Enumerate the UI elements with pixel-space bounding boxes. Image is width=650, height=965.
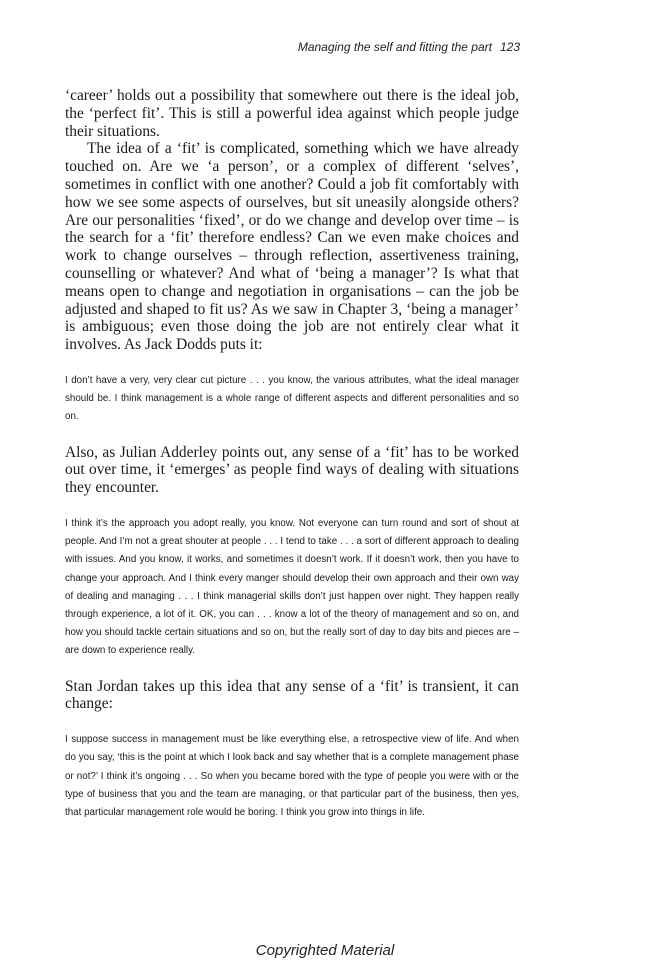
paragraph: Also, as Julian Adderley points out, any sense of a ‘fit’ has to be worked out over time, it ‘emerges’ as people find ways of dealing with situations they encounter. xyxy=(65,443,519,497)
block-quote: I don’t have a very, very clear cut picture . . . you know, the various attributes, what the ideal manager should be. I think management is a whole range of different aspects and different personalities and so on. xyxy=(65,374,519,423)
page-number: 123 xyxy=(499,40,520,54)
paragraph: Stan Jordan takes up this idea that any sense of a ‘fit’ is transient, it can change: xyxy=(65,677,519,713)
paragraph: The idea of a ‘fit’ is complicated, something which we have already touched on. Are we ‘a person’, or a complex of different ‘selves’, sometimes in conflict with one another? Could a job fit comfortably with how we see some aspects of ourselves, but sit uneasily alongside others? Are our personalities ‘fixed’, or do we change and develop over time – is the search for a ‘fit’ therefore endless? Can we even make choices and work to change ourselves – through reflection, assertiveness training, counselling or whatever? And what of ‘being a manager’? Is what that means open to change and negotiation in organisations – can the job be adjusted and shaped to fit us? As we saw in Chapter 3, ‘being a manager’ is ambiguous; even those doing the job are not entirely clear what it involves. As Jack Dodds puts it: xyxy=(65,140,519,354)
paragraph: ‘career’ holds out a possibility that somewhere out there is the ideal job, the ‘perfect fit’. This is still a powerful idea against which people judge their situations. xyxy=(65,87,519,140)
block-quote: I suppose success in management must be like everything else, a retrospective view of life. And when do you say, ‘this is the point at which I look back and say whether that is a complete management phase or not?’ I think it’s ongoing . . . So when you became bored with the type of people you were with or the type of business that you and the team are managing, or that particular part of the business, then yes, that particular management role would be boring. I think you grow into things in life. xyxy=(65,734,519,818)
copyright-watermark: Copyrighted Material xyxy=(255,942,395,959)
block-quote: I think it’s the approach you adopt really, you know. Not everyone can turn round and sort of shout at people. And I’m not a great shouter at people . . . I tend to take . . . a sort of different approach to dealing with issues. And you know, it works, and sometimes it doesn’t work. If it doesn’t work, then you have to change your approach. And I think every manger should develop their own approach and their own way of dealing and managing . . . I think managerial skills don’t just happen over night. They happen really through experience, a lot of it. OK, you can . . . know a lot of the theory of management and so on, and how you should tackle certain situations and so on, but the really sort of day to day bits and pieces are – are down to experience really. xyxy=(65,517,519,657)
running-header xyxy=(298,40,520,54)
page-body xyxy=(65,87,519,822)
running-title: Managing the self and fitting the part xyxy=(297,40,492,54)
